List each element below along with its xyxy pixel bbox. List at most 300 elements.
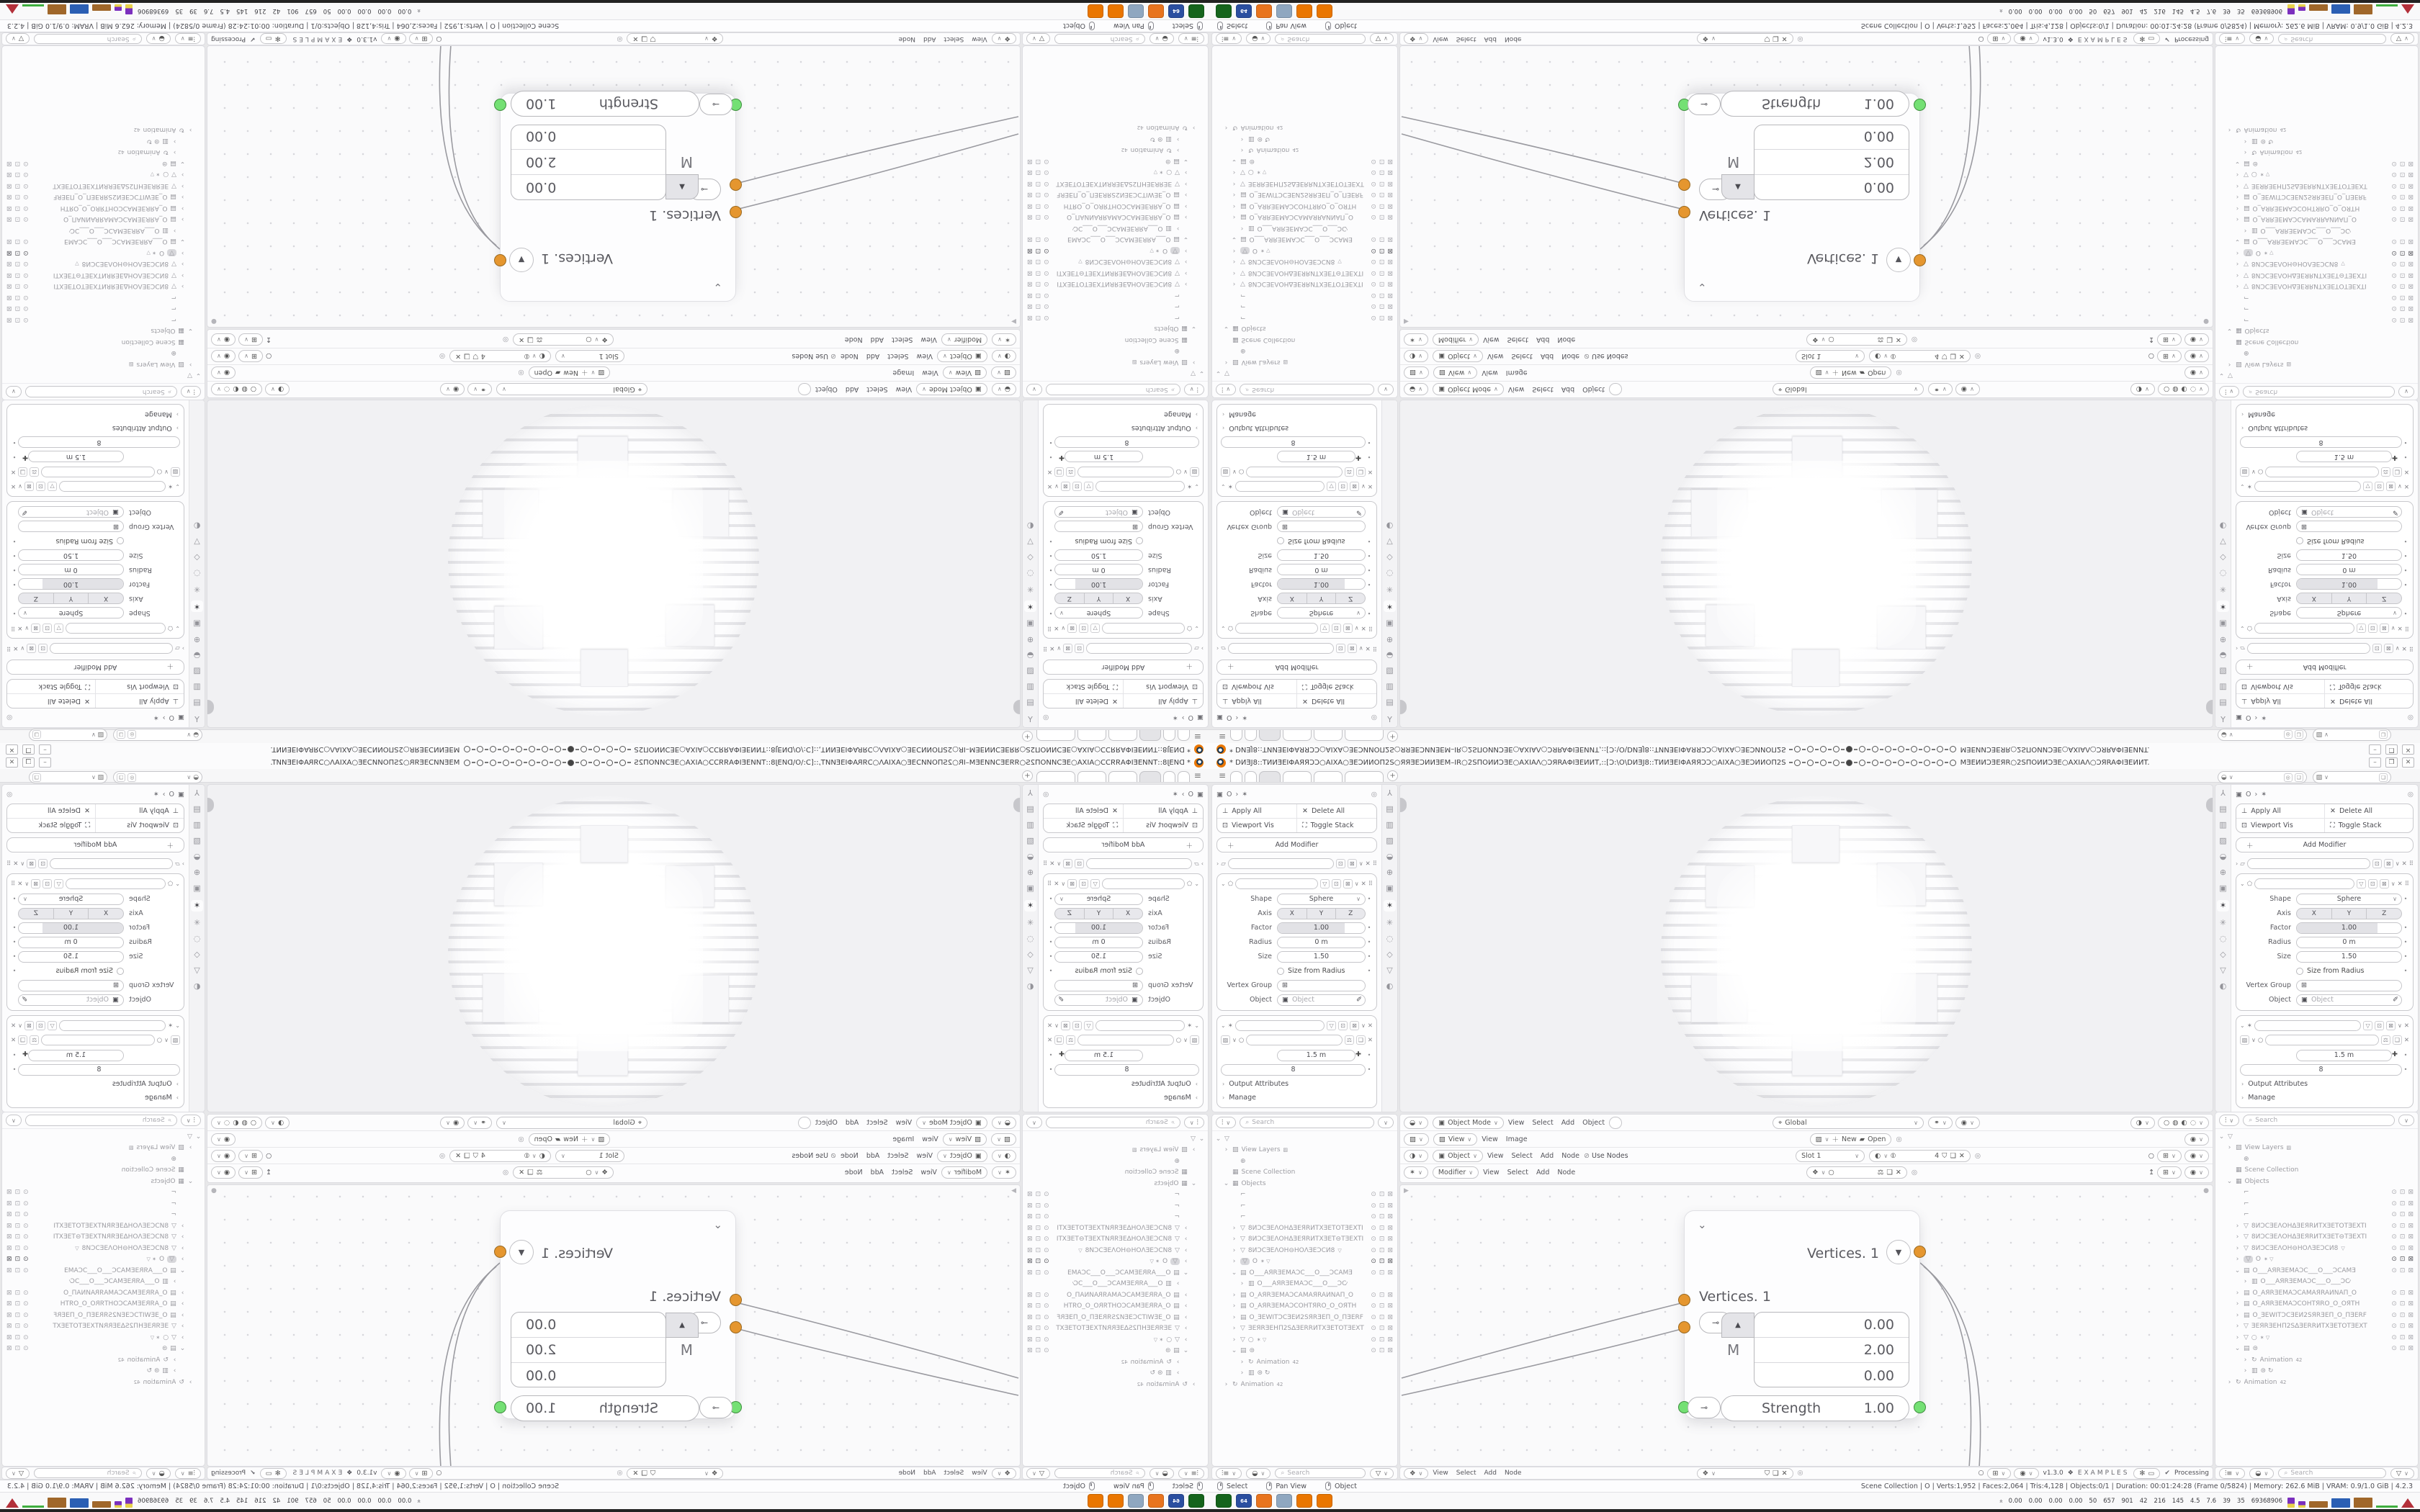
gn-radius-field[interactable]: 1.5 m ✚ •	[1221, 1049, 1373, 1061]
shape-field[interactable]: Shape Sphere ∨ •	[2240, 893, 2409, 905]
menu-add[interactable]: Add	[1540, 352, 1554, 361]
cam-toggle-icon[interactable]: ⊠	[2408, 271, 2414, 279]
blender-icon[interactable]	[1317, 4, 1332, 18]
display-mode-dropdown[interactable]: ⫶≡ ∨	[1178, 34, 1204, 45]
cam-toggle-icon[interactable]: ⊠	[1027, 291, 1033, 299]
view-layer-selector[interactable]: ▨ ∨ ❏	[29, 729, 107, 741]
cam-toggle-icon[interactable]: ⊠	[1387, 280, 1393, 288]
outliner-item[interactable]	[5, 348, 202, 359]
eye-icon[interactable]: ⊙	[2391, 193, 2397, 201]
eye-icon[interactable]: ⊙	[2391, 159, 2397, 167]
cam-toggle-icon[interactable]: ⊠	[2408, 171, 2414, 179]
properties-tab-icon[interactable]: ◌	[1386, 934, 1394, 943]
outliner-item[interactable]: ⌄ ▤ ⊜ ⊙ ⊡ ⊠	[1027, 157, 1189, 165]
sidebar-pull-tab[interactable]	[207, 700, 214, 714]
pin-icon[interactable]: ◎	[2284, 731, 2293, 739]
menu-add[interactable]: Add	[845, 385, 859, 394]
properties-tab-icon[interactable]: ◒	[1026, 852, 1034, 861]
outliner-item[interactable]: ⌄ ▤ O___AЯRƎEMAƆC___O___ƆCAMƎ ⊙ ⊡ ⊠	[6, 1266, 186, 1274]
display-mode-dropdown[interactable]: ⫶≡ ∨	[175, 1468, 201, 1479]
editor-type-button[interactable]: ◒ ∨	[1404, 1117, 1428, 1129]
object-field[interactable]: Object ▣ Object ✐	[1221, 994, 1373, 1006]
firefox-icon[interactable]	[1148, 4, 1164, 18]
properties-tab-icon[interactable]: ◒	[1026, 651, 1034, 660]
eye-icon[interactable]: ⊙	[23, 159, 29, 167]
properties-tab-icon[interactable]: ▽	[1386, 966, 1393, 975]
axis-x[interactable]: X	[1278, 909, 1307, 919]
properties-tab-icon[interactable]: ▨	[2219, 667, 2227, 676]
outliner-item[interactable]	[2218, 1187, 2415, 1199]
outliner-item[interactable]: ▦ Scene Collection	[1124, 336, 1188, 343]
properties-tab-icon[interactable]: ◇	[1386, 553, 1393, 562]
menu-add[interactable]: Add	[870, 336, 884, 343]
expand-up-button[interactable]: ▲	[1721, 1313, 1754, 1338]
cam-toggle-icon[interactable]: ⊠	[1387, 1336, 1393, 1344]
monitor-icon[interactable]: ⊡	[1379, 246, 1385, 254]
add-modifier-button[interactable]: ＋ Add Modifier	[1227, 662, 1319, 671]
monitor-icon[interactable]: ⊡	[14, 1200, 21, 1207]
gn-radius-field[interactable]: 1.5 m ✚ •	[2240, 451, 2409, 463]
properties-tab-icon[interactable]: ⅄	[1028, 714, 1033, 724]
monitor-icon[interactable]: ⊡	[2399, 305, 2406, 312]
monitor-icon[interactable]: ⊡	[14, 215, 21, 223]
eye-icon[interactable]: ⊙	[23, 1345, 29, 1353]
outliner-item[interactable]: › ▽ 8ИƆCƎEΛOH⊖HOΛƎEƆCИ8 ▽ ⊙ ⊡ ⊠	[1027, 258, 1188, 266]
outliner-item[interactable]: › ▽ 8ИƆCƎEΛOH∆ƎEЯRИTXƎETOTƎEXTI ⊙ ⊡ ⊠	[1232, 280, 1393, 288]
outliner-item[interactable]: › ▨ View Layers ▨	[1224, 358, 1289, 366]
firefox-icon[interactable]	[1148, 1494, 1164, 1508]
outliner-item[interactable]	[1215, 289, 1394, 301]
outliner-item[interactable]: › ▨ View Layers ▨	[1224, 1146, 1289, 1154]
properties-tab-icon[interactable]: ⊕	[193, 635, 201, 644]
axis-field[interactable]: Axis X Y Z	[11, 593, 180, 605]
output-socket-orange[interactable]	[494, 254, 506, 266]
footer-snap-controls[interactable]: ○ ⊞ ∨ ◉ ∨	[382, 34, 442, 45]
eye-icon[interactable]: ⊙	[1371, 1213, 1376, 1221]
slot-dropdown[interactable]: Slot 1 ∨	[555, 1150, 624, 1162]
delete-all-button[interactable]: ✕ Delete All	[2324, 694, 2413, 708]
properties-tab-icon[interactable]: ▥	[1026, 683, 1034, 692]
menu-add[interactable]: Add	[923, 1470, 936, 1477]
filter-dropdown[interactable]: ∨	[2398, 1115, 2414, 1126]
cam-toggle-icon[interactable]: ⊠	[6, 1233, 12, 1241]
system-monitor-icon[interactable]	[1216, 4, 1232, 18]
monitor-icon[interactable]: ⊡	[1035, 1258, 1041, 1266]
cam-toggle-icon[interactable]: ⊠	[1387, 313, 1393, 321]
properties-tab-icon[interactable]: ▣	[1026, 883, 1034, 893]
properties-tab-icon[interactable]: ▤	[193, 698, 201, 708]
display-mode-dropdown[interactable]: ⫶≡ ∨	[2219, 34, 2245, 45]
outliner-item[interactable]: › ▽ 8ИƆCƎEΛOH∆ƎEЯRИTXƎETOTƎEXTI ⊙ ⊡ ⊠	[6, 282, 184, 290]
menu-view[interactable]: View	[916, 1151, 933, 1160]
menu-add[interactable]: Add	[1484, 35, 1497, 42]
outliner-item[interactable]	[1215, 346, 1394, 357]
outliner-item[interactable]: › ▨ View Layers ▨	[2228, 360, 2292, 368]
outliner-item[interactable]: › ▽ 8ИƆCƎEΛOH∆ƎEЯRИTXƎET⊖TƎEXTI ⊙ ⊡ ⊠	[1232, 269, 1393, 276]
cam-toggle-icon[interactable]: ⊠	[2408, 159, 2414, 167]
properties-tab-icon[interactable]: ▤	[2219, 804, 2227, 814]
outliner-item[interactable]: › ▨ View Layers ▨	[128, 360, 192, 368]
gn-right-controls[interactable]: ↥ ⊞ ∨ ◉ ∨	[211, 1166, 272, 1179]
material-selector[interactable]: ◐ ∨ ⦶ 4 ⛉ ❏ ✕	[1869, 1150, 1971, 1162]
eye-icon[interactable]: ⊙	[1044, 179, 1049, 187]
monitor-icon[interactable]: ⊡	[1379, 1336, 1385, 1344]
editor-type-button[interactable]: ✶ ∨	[992, 333, 1016, 346]
monitor-icon[interactable]: ⊡	[1035, 202, 1041, 210]
tray-chevron-icon[interactable]: »	[1997, 1498, 2005, 1503]
eye-icon[interactable]: ⊙	[1371, 1191, 1376, 1199]
menu-node[interactable]: Node	[840, 352, 859, 361]
outliner-item[interactable]: › ▤ O_AЯRƎEMAƆCOHTЯRO_O_OЯTH ⊙ ⊡ ⊠	[2236, 1300, 2414, 1308]
eye-icon[interactable]: ⊙	[2391, 1200, 2397, 1207]
filter-type-dropdown[interactable]: ◒ ∨	[2249, 34, 2274, 45]
toolbar-pull-tab[interactable]	[1013, 700, 1020, 714]
use-nodes-checkbox[interactable]: ⊘ Use Nodes	[792, 1151, 836, 1160]
output-attributes-expand[interactable]: › Output Attributes	[1222, 424, 1289, 433]
apply-all-button[interactable]: ⊥ Apply All	[1222, 697, 1262, 705]
properties-tab-icon[interactable]: ⅄	[194, 714, 200, 724]
eye-icon[interactable]: ⊙	[2391, 305, 2397, 312]
copy-icon[interactable]: ❏	[2295, 731, 2303, 739]
eye-icon[interactable]: ⊙	[1371, 313, 1376, 321]
geometry-node-editor[interactable]	[1399, 45, 2213, 328]
size-from-radius-toggle[interactable]: Size from Radius •	[1221, 535, 1373, 547]
sidebar-pull-tab[interactable]	[2206, 798, 2213, 812]
outliner-item[interactable]: › ▽ 8ИƆCƎEΛOH∆ƎEЯRИTXƎETOTƎEXTI ⊙ ⊡ ⊠	[2236, 1222, 2414, 1230]
menu-node[interactable]: Node	[844, 336, 863, 343]
scene-selector[interactable]: ◒ ∨ ◎ ❏	[2218, 771, 2307, 783]
pin-icon[interactable]: ◎	[2407, 714, 2414, 722]
cam-toggle-icon[interactable]: ⊠	[6, 159, 12, 167]
monitor-icon[interactable]: ⊡	[14, 1311, 21, 1319]
vector-x-field[interactable]: 0.00	[511, 174, 666, 199]
factor-field[interactable]: Factor 1.00 •	[1221, 578, 1373, 590]
menu-node[interactable]: Node	[1504, 35, 1522, 42]
input-socket-orange[interactable]	[730, 1294, 742, 1306]
cam-toggle-icon[interactable]: ⊠	[6, 1266, 12, 1274]
restore-button[interactable]: ❐	[2385, 757, 2398, 768]
search-input[interactable]: ⌕ Search	[25, 386, 177, 397]
cam-toggle-icon[interactable]: ⊠	[1387, 191, 1393, 199]
outliner-item[interactable]	[2218, 292, 2415, 303]
vertices-node[interactable]	[1684, 1210, 1920, 1419]
woven-sphere-object[interactable]	[1661, 796, 1972, 1107]
properties-tab-icon[interactable]: ⊕	[1026, 635, 1034, 644]
gn-resolution-field[interactable]: 8 •	[11, 1063, 180, 1076]
vector-y-field[interactable]: 2.00	[511, 149, 666, 174]
outliner-item[interactable]: ▦ Scene Collection	[2236, 1166, 2299, 1174]
cam-toggle-icon[interactable]: ⊠	[6, 248, 12, 256]
menu-select[interactable]: Select	[1532, 385, 1554, 394]
geometry-nodes-slot[interactable]: ⌄ ✶ ▽ ⊡ ⊠ ∨ ✕	[2240, 1019, 2409, 1032]
menu-view[interactable]: View	[1507, 1118, 1525, 1127]
outliner-item[interactable]: › ▤ O_AЯRƎEMAƆCOHTЯRO_O_OЯTH ⊙ ⊡ ⊠	[1232, 1302, 1393, 1310]
material-selector[interactable]: ◐ ∨ ⦶ 4 ⛉ ❏ ✕	[449, 1150, 551, 1162]
properties-tab-icon[interactable]: ✳	[1386, 918, 1394, 927]
cast-modifier-slot[interactable]: ⌄ ⬠ ▽ ⊡ ⊠ ∨ ✕ ⠿	[11, 877, 180, 891]
menu-view[interactable]: View	[895, 385, 913, 394]
pin-icon[interactable]: ◎	[1974, 1151, 1981, 1160]
size-from-radius-toggle[interactable]: Size from Radius •	[1047, 535, 1199, 547]
strength-field[interactable]	[511, 1395, 699, 1421]
cam-toggle-icon[interactable]: ⊠	[1027, 1224, 1033, 1232]
menu-object[interactable]: Object	[1582, 385, 1605, 394]
vector-z-field[interactable]: 0.00	[526, 128, 557, 145]
vector-input-widget[interactable]	[1727, 125, 1909, 200]
outliner-item[interactable]: › ▽ ƎEЯRƎEHΠ2S∆ƎERRИTXƎETOTƎEXT ⊙ ⊡ ⊠	[2236, 1323, 2414, 1331]
monitor-icon[interactable]: ⊡	[1379, 1291, 1385, 1299]
outliner-item[interactable]: › ▥ O___AЯRƎEMAƆC___O___ƆC⁄	[1240, 1280, 1348, 1288]
outliner-item[interactable]: › ↻ Animation 42	[2244, 148, 2303, 156]
eye-icon[interactable]: ⊙	[2391, 282, 2397, 290]
menu-node[interactable]: Node	[840, 1151, 859, 1160]
pin-icon[interactable]: ◎	[6, 714, 13, 722]
monitor-icon[interactable]: ⊡	[2399, 1233, 2406, 1241]
monitor-icon[interactable]: ⊡	[2399, 1311, 2406, 1319]
eye-icon[interactable]: ⊙	[23, 305, 29, 312]
monitor-icon[interactable]: ⊡	[1379, 302, 1385, 310]
gn-radius-field[interactable]: 1.5 m ✚ •	[11, 1049, 180, 1061]
cam-toggle-icon[interactable]: ⊠	[1027, 202, 1033, 210]
cam-toggle-icon[interactable]: ⊠	[1027, 1325, 1033, 1333]
shape-field[interactable]: Shape Sphere ∨ •	[1047, 607, 1199, 619]
display-mode-dropdown[interactable]: ⫶ ∨	[2219, 1115, 2239, 1126]
outliner-item[interactable]: › ▽ 8ИƆCƎEΛOH⊖HOΛƎEƆCИ8 ▽ ⊙ ⊡ ⊠	[2236, 1244, 2414, 1252]
eye-icon[interactable]: ⊙	[1371, 1269, 1376, 1277]
eye-icon[interactable]: ⊙	[23, 181, 29, 189]
pin-icon[interactable]: ◎	[127, 773, 136, 782]
editor-type-button[interactable]: ◑ ∨	[992, 1150, 1016, 1162]
monitor-icon[interactable]: ⊡	[1379, 1302, 1385, 1310]
eye-icon[interactable]: ⊙	[2391, 315, 2397, 323]
outliner-item-selected[interactable]: › ▽ O ✶ ▽ ⊙ ⊡ ⊠	[2236, 1256, 2414, 1264]
outliner-item[interactable]	[2218, 303, 2415, 315]
axis-y[interactable]: Y	[53, 909, 89, 919]
geometry-node-editor[interactable]	[207, 1184, 1021, 1467]
menu-object[interactable]: Object	[1582, 1118, 1605, 1127]
monitor-icon[interactable]: ⊡	[1379, 168, 1385, 176]
vertices-node[interactable]	[1684, 93, 1920, 302]
outliner-item[interactable]: › ▥ O___AЯRƎEMAƆC___O___ƆC⁄	[69, 226, 176, 234]
tray-chevron-icon[interactable]: »	[1997, 9, 2005, 14]
filter-dropdown[interactable]: ∨	[6, 1115, 22, 1126]
cam-toggle-icon[interactable]: ⊠	[6, 181, 12, 189]
radius-field[interactable]: Radius 0 m •	[2240, 936, 2409, 948]
outliner-item-selected[interactable]: › ▽ O ✶ ▽ ⊙ ⊡ ⊠	[2236, 248, 2414, 256]
properties-tab-icon[interactable]: ▣	[1026, 619, 1034, 629]
shape-field[interactable]: Shape Sphere ∨ •	[1221, 893, 1373, 905]
properties-tab-icon[interactable]: ✶	[2217, 600, 2229, 612]
axis-y[interactable]: Y	[53, 594, 89, 604]
object-field[interactable]: Object ▣ Object ✐	[11, 506, 180, 518]
axis-field[interactable]: Axis X Y Z	[2240, 593, 2409, 605]
axis-field[interactable]: Axis X Y Z	[1047, 907, 1199, 919]
search-input[interactable]: ⌕ Search	[2243, 386, 2395, 397]
monitor-icon[interactable]: ⊡	[14, 1244, 21, 1252]
eye-icon[interactable]: ⊙	[1044, 291, 1049, 299]
monitor-icon[interactable]: ⊡	[14, 1333, 21, 1341]
copy-icon[interactable]: ❏	[2379, 773, 2388, 782]
factor-field[interactable]: Factor 1.00 •	[1221, 922, 1373, 934]
outliner-item[interactable]	[5, 314, 202, 325]
shading-controls[interactable]: ◑ ∨ ○ ◍ ◐ ◌ ∨	[2130, 1117, 2209, 1129]
eye-icon[interactable]: ⊙	[1371, 1347, 1376, 1355]
eye-icon[interactable]: ⊙	[1371, 1313, 1376, 1321]
outliner-item[interactable]: › ▥ ⊜ ↻	[2244, 137, 2274, 145]
pin-icon[interactable]: ◎	[1896, 369, 1902, 377]
plug-icon[interactable]: ⊸	[1688, 1397, 1721, 1418]
shading-controls[interactable]: ◑ ∨ ○ ◍ ◐ ◌ ∨	[211, 1117, 290, 1129]
editor-type-button[interactable]: ◑ ∨	[1404, 1150, 1428, 1162]
eye-icon[interactable]: ⊙	[23, 1323, 29, 1331]
view-layer-selector[interactable]: ▨ ∨ ❏	[29, 771, 107, 783]
node-group-field[interactable]: ▨ ∨ ○ ⚖ ❏ ✕	[2240, 465, 2409, 479]
modifier-slot-collapsed[interactable]: › ▱ ⊡ ⊠ ∨ ✕ ⠿	[2236, 857, 2414, 870]
outliner-item[interactable]: › ▥ O___AЯRƎEMAƆC___O___ƆC⁄	[2244, 1278, 2351, 1286]
node-group-selector[interactable]: ❖ ∨ ○ ⚖ ❏ ✕	[513, 1166, 614, 1179]
gn-right-controls[interactable]: ↥ ⊞ ∨ ◉ ∨	[2148, 1166, 2209, 1179]
filter-dropdown[interactable]: ▽ ∨	[2390, 1468, 2414, 1479]
apply-all-button[interactable]: ⊥ Apply All	[2241, 697, 2281, 705]
outliner-item[interactable]: ⌄ ▤ ⊜ ⊙ ⊡ ⊠	[6, 1345, 186, 1353]
editor-type-button[interactable]: ❖ ∨	[1404, 1468, 1428, 1479]
monitor-icon[interactable]: ⊡	[2399, 282, 2406, 290]
properties-tab-icon[interactable]: ▤	[1026, 698, 1034, 708]
output-attributes-expand[interactable]: › Output Attributes	[2241, 1079, 2308, 1088]
eye-icon[interactable]: ⊙	[23, 171, 29, 179]
gn-radius-field[interactable]: 1.5 m ✚ •	[11, 451, 180, 463]
eye-icon[interactable]: ⊙	[1371, 191, 1376, 199]
menu-add[interactable]: Add	[1561, 385, 1575, 394]
pin-icon[interactable]: ◎	[1974, 352, 1981, 361]
vector-y-field[interactable]: 2.00	[1754, 149, 1909, 174]
backup-64-icon[interactable]: 64	[1236, 1494, 1252, 1508]
collapsed-node-marker[interactable]: ●	[2203, 1187, 2209, 1194]
factor-field[interactable]: Factor 1.00 •	[11, 578, 180, 590]
eye-icon[interactable]: ⊙	[2391, 1333, 2397, 1341]
menu-view[interactable]: View	[920, 1169, 937, 1176]
cam-toggle-icon[interactable]: ⊠	[1387, 179, 1393, 187]
restore-button[interactable]: ❐	[22, 744, 35, 755]
outliner-item[interactable]: › ▨ View Layers ▨	[1131, 358, 1196, 366]
outliner-item[interactable]: ⌄ ▽	[1215, 1135, 1229, 1143]
mode-extra-button[interactable]	[798, 1117, 811, 1129]
cast-modifier-slot[interactable]: ⌄ ⬠ ▽ ⊡ ⊠ ∨ ✕ ⠿	[1047, 877, 1199, 891]
gn-right-controls[interactable]: ↥ ⊞ ∨ ◉ ∨	[2148, 333, 2209, 346]
outliner-item[interactable]: › ▽ ○ ✶ ▽ ⊙ ⊡ ⊠	[1232, 1336, 1393, 1344]
editor-type-button[interactable]: ❖ ∨	[992, 34, 1016, 45]
outliner-item[interactable]: › ▽ ƎEЯRƎEHΠ2S∆ƎERRИTXƎETOTƎEXT ⊙ ⊡ ⊠	[1232, 1325, 1393, 1333]
cam-toggle-icon[interactable]: ⊠	[1027, 269, 1033, 276]
monitor-icon[interactable]: ⊡	[1035, 1191, 1041, 1199]
outliner-item[interactable]: › ↻ Animation 42	[2228, 1378, 2287, 1386]
monitor-icon[interactable]: ⊡	[2399, 1300, 2406, 1308]
eye-icon[interactable]: ⊙	[23, 1211, 29, 1219]
outliner-item[interactable]: › ▽ 8ИƆCƎEΛOH∆ƎEЯRИTXƎET⊖TƎEXTI ⊙ ⊡ ⊠	[2236, 271, 2414, 279]
outliner-item[interactable]: › ▽ ○ ✶ ▽ ⊙ ⊡ ⊠	[2236, 171, 2414, 179]
editor-type-button[interactable]: ◒ ∨	[1404, 384, 1428, 396]
shape-field[interactable]: Shape Sphere ∨ •	[1221, 607, 1373, 619]
properties-tab-icon[interactable]: ⊕	[193, 868, 201, 877]
axis-field[interactable]: Axis X Y Z	[1221, 593, 1373, 605]
delete-all-button[interactable]: ✕ Delete All	[1296, 804, 1376, 818]
use-nodes-checkbox[interactable]: ⊘ Use Nodes	[792, 352, 836, 361]
output-socket-orange[interactable]	[494, 1246, 506, 1258]
pin-icon[interactable]: ◎	[1797, 1470, 1803, 1477]
outliner-item[interactable]: › ▽ ○ ✶ ▽ ⊙ ⊡ ⊠	[1232, 168, 1393, 176]
cam-toggle-icon[interactable]: ⊠	[2408, 293, 2414, 301]
outliner-item[interactable]: › ▥ O___AЯRƎEMAƆC___O___ƆC⁄	[2244, 226, 2351, 234]
eye-icon[interactable]: ⊙	[23, 1233, 29, 1241]
axis-x[interactable]: X	[88, 594, 123, 604]
sidebar-pull-tab[interactable]	[207, 798, 214, 812]
axis-z[interactable]: Z	[1348, 595, 1353, 603]
cast-modifier-slot[interactable]: ⌄ ⬠ ▽ ⊡ ⊠ ∨ ✕ ⠿	[1047, 621, 1199, 635]
axis-y[interactable]: Y	[1084, 909, 1113, 919]
factor-field[interactable]: Factor 1.00 •	[11, 922, 180, 934]
collapse-chevron-icon[interactable]: ⌄	[713, 281, 722, 294]
gn-radius-field[interactable]: 1.5 m ✚ •	[2240, 1049, 2409, 1061]
image-new-open[interactable]: ▨ ∨ ＋ New ▰ Open	[1810, 367, 1892, 379]
examples-label[interactable]: EXAMPLES	[2077, 1470, 2130, 1477]
snapping-controls[interactable]: ⚭ ∨ ◉ ∨	[440, 1117, 492, 1129]
monitor-icon[interactable]: ⊡	[1035, 1313, 1041, 1321]
outliner-item[interactable]: › ▤ O_AЯRƎEMAƆCOHTЯRO_O_OЯTH ⊙ ⊡ ⊠	[2236, 204, 2414, 212]
properties-tab-icon[interactable]: ◌	[193, 569, 201, 578]
outliner-item[interactable]	[5, 292, 202, 303]
outliner-item[interactable]: ⌄ ▤ O___AЯRƎEMAƆC___O___ƆCAMƎ ⊙ ⊡ ⊠	[1231, 235, 1393, 243]
properties-tab-icon[interactable]: ✳	[2219, 918, 2227, 927]
new-tab-button[interactable]: +	[1022, 731, 1033, 742]
outliner-item-selected[interactable]: › ▽ O ✶ ▽ ⊙ ⊡ ⊠	[6, 1256, 184, 1264]
eye-icon[interactable]: ⊙	[23, 260, 29, 268]
outliner-item[interactable]: › ▤ O_ƎEWITƆCƎEИ2SЯRƎEΠ_O_ΠƎERF ⊙ ⊡ ⊠	[6, 193, 184, 201]
menu-select[interactable]: Select	[887, 352, 909, 361]
cam-toggle-icon[interactable]: ⊠	[2408, 1300, 2414, 1308]
node-dropdown-button[interactable]: ▼	[509, 1240, 534, 1264]
menu-view[interactable]: View	[972, 1470, 987, 1477]
menu-select[interactable]: Select	[1532, 1118, 1554, 1127]
search-input[interactable]: ⌕ Search	[1275, 34, 1365, 44]
editor-type-button[interactable]: ◒ ∨	[992, 384, 1016, 396]
outliner-item[interactable]: ⌄ ▽	[187, 1133, 202, 1140]
minimize-button[interactable]: –	[2369, 757, 2381, 768]
eye-icon[interactable]: ⊙	[1044, 1336, 1049, 1344]
cam-toggle-icon[interactable]: ⊠	[1387, 1313, 1393, 1321]
cam-toggle-icon[interactable]: ⊠	[1027, 1258, 1033, 1266]
outliner-item[interactable]: › ▽ ○ ✶ ▽ ⊙ ⊡ ⊠	[1027, 1336, 1188, 1344]
menu-view[interactable]: View	[1433, 1470, 1448, 1477]
viewport-3d[interactable]	[207, 400, 1021, 728]
filter-type-dropdown[interactable]: ◒ ∨	[1150, 1468, 1174, 1479]
gn-ctx-dropdown[interactable]: Modifier ∨	[1433, 333, 1479, 346]
blender-icon[interactable]	[1088, 1494, 1103, 1508]
menu-select[interactable]: Select	[887, 1151, 909, 1160]
vector-y-field[interactable]: 2.00	[1754, 1338, 1909, 1363]
calculator-icon[interactable]	[1128, 4, 1144, 18]
cam-toggle-icon[interactable]: ⊠	[1027, 1213, 1033, 1221]
restore-button[interactable]: ❐	[2385, 744, 2398, 755]
cam-toggle-icon[interactable]: ⊠	[6, 1323, 12, 1331]
eye-icon[interactable]: ⊙	[1044, 246, 1049, 254]
outliner-item[interactable]: › ▤ O_AЯRƎEMAƆCAMAЯRAИNAΠ_O ⊙ ⊡ ⊠	[1027, 1291, 1188, 1299]
filter-type-dropdown[interactable]: ◒ ∨	[1246, 1468, 1270, 1479]
node-group-field[interactable]: ▨ ∨ ○ ⚖ ❏ ✕	[2240, 1033, 2409, 1047]
shader-ctx-dropdown[interactable]: ▣ Object ∨	[1433, 1150, 1483, 1162]
properties-tab-icon[interactable]: ◇	[1027, 950, 1034, 959]
shape-field[interactable]: Shape Sphere ∨ •	[2240, 607, 2409, 619]
axis-x[interactable]: X	[88, 909, 123, 919]
